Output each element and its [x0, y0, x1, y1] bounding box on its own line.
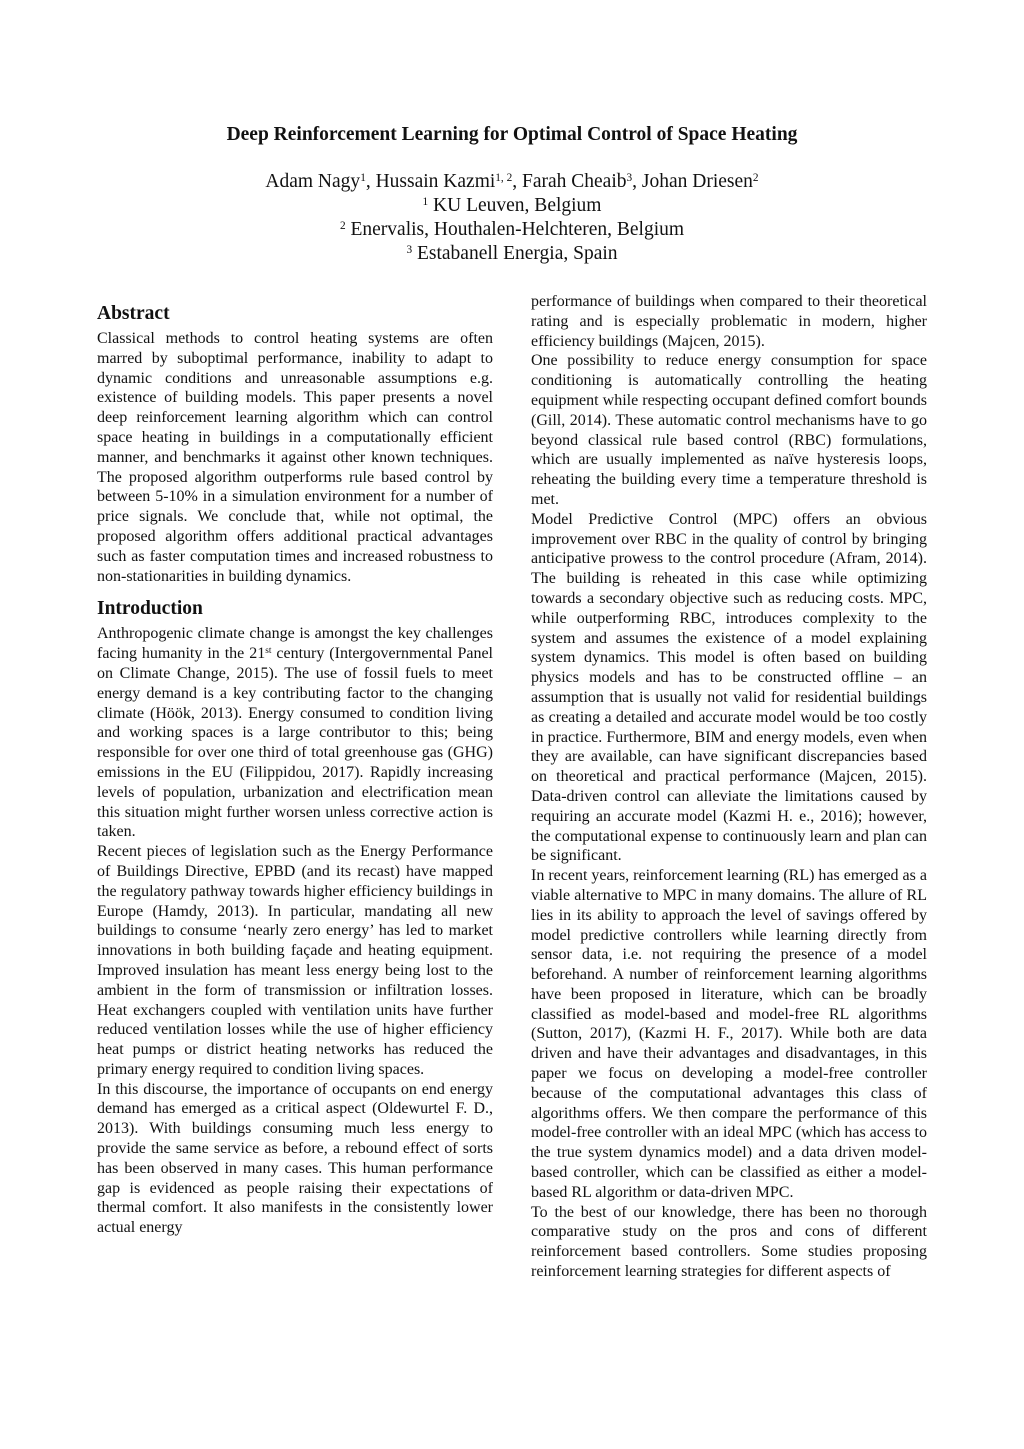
affiliation-number: 1	[422, 195, 429, 208]
affiliation-line	[0, 218, 1024, 242]
intro-paragraph-3: In this discourse, the importance of occupants on end energy demand has emerged as a critical aspect (Oldewurtel F. D., 2013). With buildings consuming much less energy to provide the same service as before, a rebound effect of sorts has been observed in many cases. This human performance gap is evidenced as people raising their expectations of thermal comfort. It also manifests in the consistently lower actual energy	[97, 1080, 493, 1237]
author-name: Johan Driesen	[641, 171, 753, 192]
intro-p1-text-a: Anthropogenic climate change is amongst the key challenges facing humanity in the 21	[97, 625, 493, 663]
affiliation-line	[0, 242, 1024, 266]
abstract-heading: Abstract	[97, 303, 170, 324]
author-name: Hussain Kazmi	[375, 171, 496, 192]
affiliation-mark: 3	[626, 171, 633, 184]
author-name: Adam Nagy	[265, 171, 361, 192]
intro-paragraph-4: performance of buildings when compared to their theoretical rating and is especially problematic in modern, higher efficiency buildings (Majcen, 2015).	[531, 293, 927, 350]
paper-title: Deep Reinforcement Learning for Optimal Control of Space Heating	[226, 124, 798, 145]
intro-p1-text-b: century (Intergovernmental Panel on Climate Change, 2015). The use of fossil fuels to meet energy demand is a key contributing factor to the changing climate (Höök, 2013). Energy consumed to condition living and working spaces is a large contributor to this; being responsible for over one third of total greenhouse gas (GHG) emissions in the EU (Filippidou, 2017). Rapidly increasing levels of population, urbanization and electrification mean this situation might further worsen unless corrective action is taken.	[97, 645, 493, 841]
author-line: Adam Nagy$^1$, Hussain Kazmi$^{1, 2}$, Farah Cheaib$^3$, Johan Driesen$^2$	[265, 171, 759, 192]
intro-paragraph-8: To the best of our knowledge, there has been no thorough comparative study on the pros and cons of different reinforcement based controllers. Some studies proposing reinforcement learning strategies for different aspects of	[531, 1203, 927, 1281]
affiliation-number: 2	[339, 219, 346, 232]
abstract-paragraph: Classical methods to control heating systems are often marred by suboptimal performance, inability to adapt to dynamic conditions and unreasonable assumptions e.g. existence of building models. This paper presents a novel deep reinforcement learning algorithm which can control space heating in buildings in a computationally efficient manner, and benchmarks it against other known techniques. The proposed algorithm outperforms rule based control by between 5-10% in a simulation environment for a number of price signals. We conclude that, while not optimal, the proposed algorithm offers additional practical advantages such as faster computation times and increased robustness to non-stationarities in building dynamics.	[97, 330, 493, 585]
affiliation-mark: 1, 2	[495, 171, 513, 184]
left-column	[97, 292, 493, 1238]
ordinal-suffix: st	[265, 646, 272, 657]
affiliation-text: Estabanell Energia, Spain	[416, 243, 618, 264]
intro-paragraph-6: Model Predictive Control (MPC) offers an obvious improvement over RBC in the quality of control by bringing anticipative prowess to the control procedure (Afram, 2014). The building is reheated in this case while optimizing towards a secondary objective such as reducing costs. MPC, while outperforming RBC, introduces complexity to the system and assumes the existence of a model explaining system dynamics. This model is often based on building physics models and has to be constructed offline – an assumption that is usually not valid for residential buildings as creating a detailed and accurate model would be too costly in practice. Furthermore, BIM and energy models, even when they are available, can have significant discrepancies based on theoretical and practical performance (Majcen, 2015). Data-driven control can alleviate the limitations caused by requiring an accurate model (Kazmi H. e., 2016); however, the computational expense to continuously learn and plan can be significant.	[531, 510, 927, 865]
affiliation-mark: 1	[360, 171, 366, 184]
affiliation-mark: 2	[752, 171, 759, 184]
affiliation-line	[0, 194, 1024, 218]
affiliation-text: KU Leuven, Belgium	[433, 195, 602, 216]
intro-paragraph-2: Recent pieces of legislation such as the Energy Performance of Buildings Directive, EPBD (and its recast) have mapped the regulatory pathway towards higher efficiency buildings in Europe (Hamdy, 2013). In particular, mandating all new buildings to consume ‘nearly zero energy’ has led to market innovations in both building façade and heating equipment. Improved insulation has meant less energy being lost to the ambient in the form of transmission or infiltration losses. Heat exchangers coupled with ventilation units have further reduced ventilation losses while the use of higher efficiency heat pumps or district heating networks has reduced the primary energy required to condition living spaces.	[97, 843, 493, 1078]
affiliation-text: Enervalis, Houthalen-Helchteren, Belgium	[350, 219, 685, 240]
introduction-heading: Introduction	[97, 598, 203, 620]
intro-paragraph-1	[97, 624, 493, 842]
affiliation-number: 3	[406, 243, 413, 256]
intro-paragraph-7: In recent years, reinforcement learning (RL) has emerged as a viable alternative to MPC in many domains. The allure of RL lies in its ability to approach the level of savings offered by model predictive controllers while learning directly from sensor data, i.e. not requiring the presence of a model beforehand. A number of reinforcement learning algorithms have been proposed in literature, which can be broadly classified as model-based and model-free RL algorithms (Sutton, 2017), (Kazmi H. F., 2017). While both are data driven and have their advantages and disadvantages, in this paper we focus on developing a model-free controller because of the computational advantages this class of algorithms offers. We then compare the performance of this model-free controller with an ideal MPC (which has access to the true system dynamics model) and a data driven model-based controller, which can be classified as either a model-based RL algorithm or data-driven MPC.	[531, 867, 927, 1201]
right-column	[531, 292, 927, 1282]
author-name: Farah Cheaib	[521, 171, 627, 192]
intro-paragraph-5: One possibility to reduce energy consumption for space conditioning is automatically controlling the heating equipment while respecting occupant defined comfort bounds (Gill, 2014). These automatic control mechanisms have to go beyond classical rule based control (RBC) formulations, which are usually implemented as naïve hysteresis loops, reheating the building every time a temperature threshold is met.	[531, 352, 927, 508]
author-block	[0, 170, 1024, 266]
